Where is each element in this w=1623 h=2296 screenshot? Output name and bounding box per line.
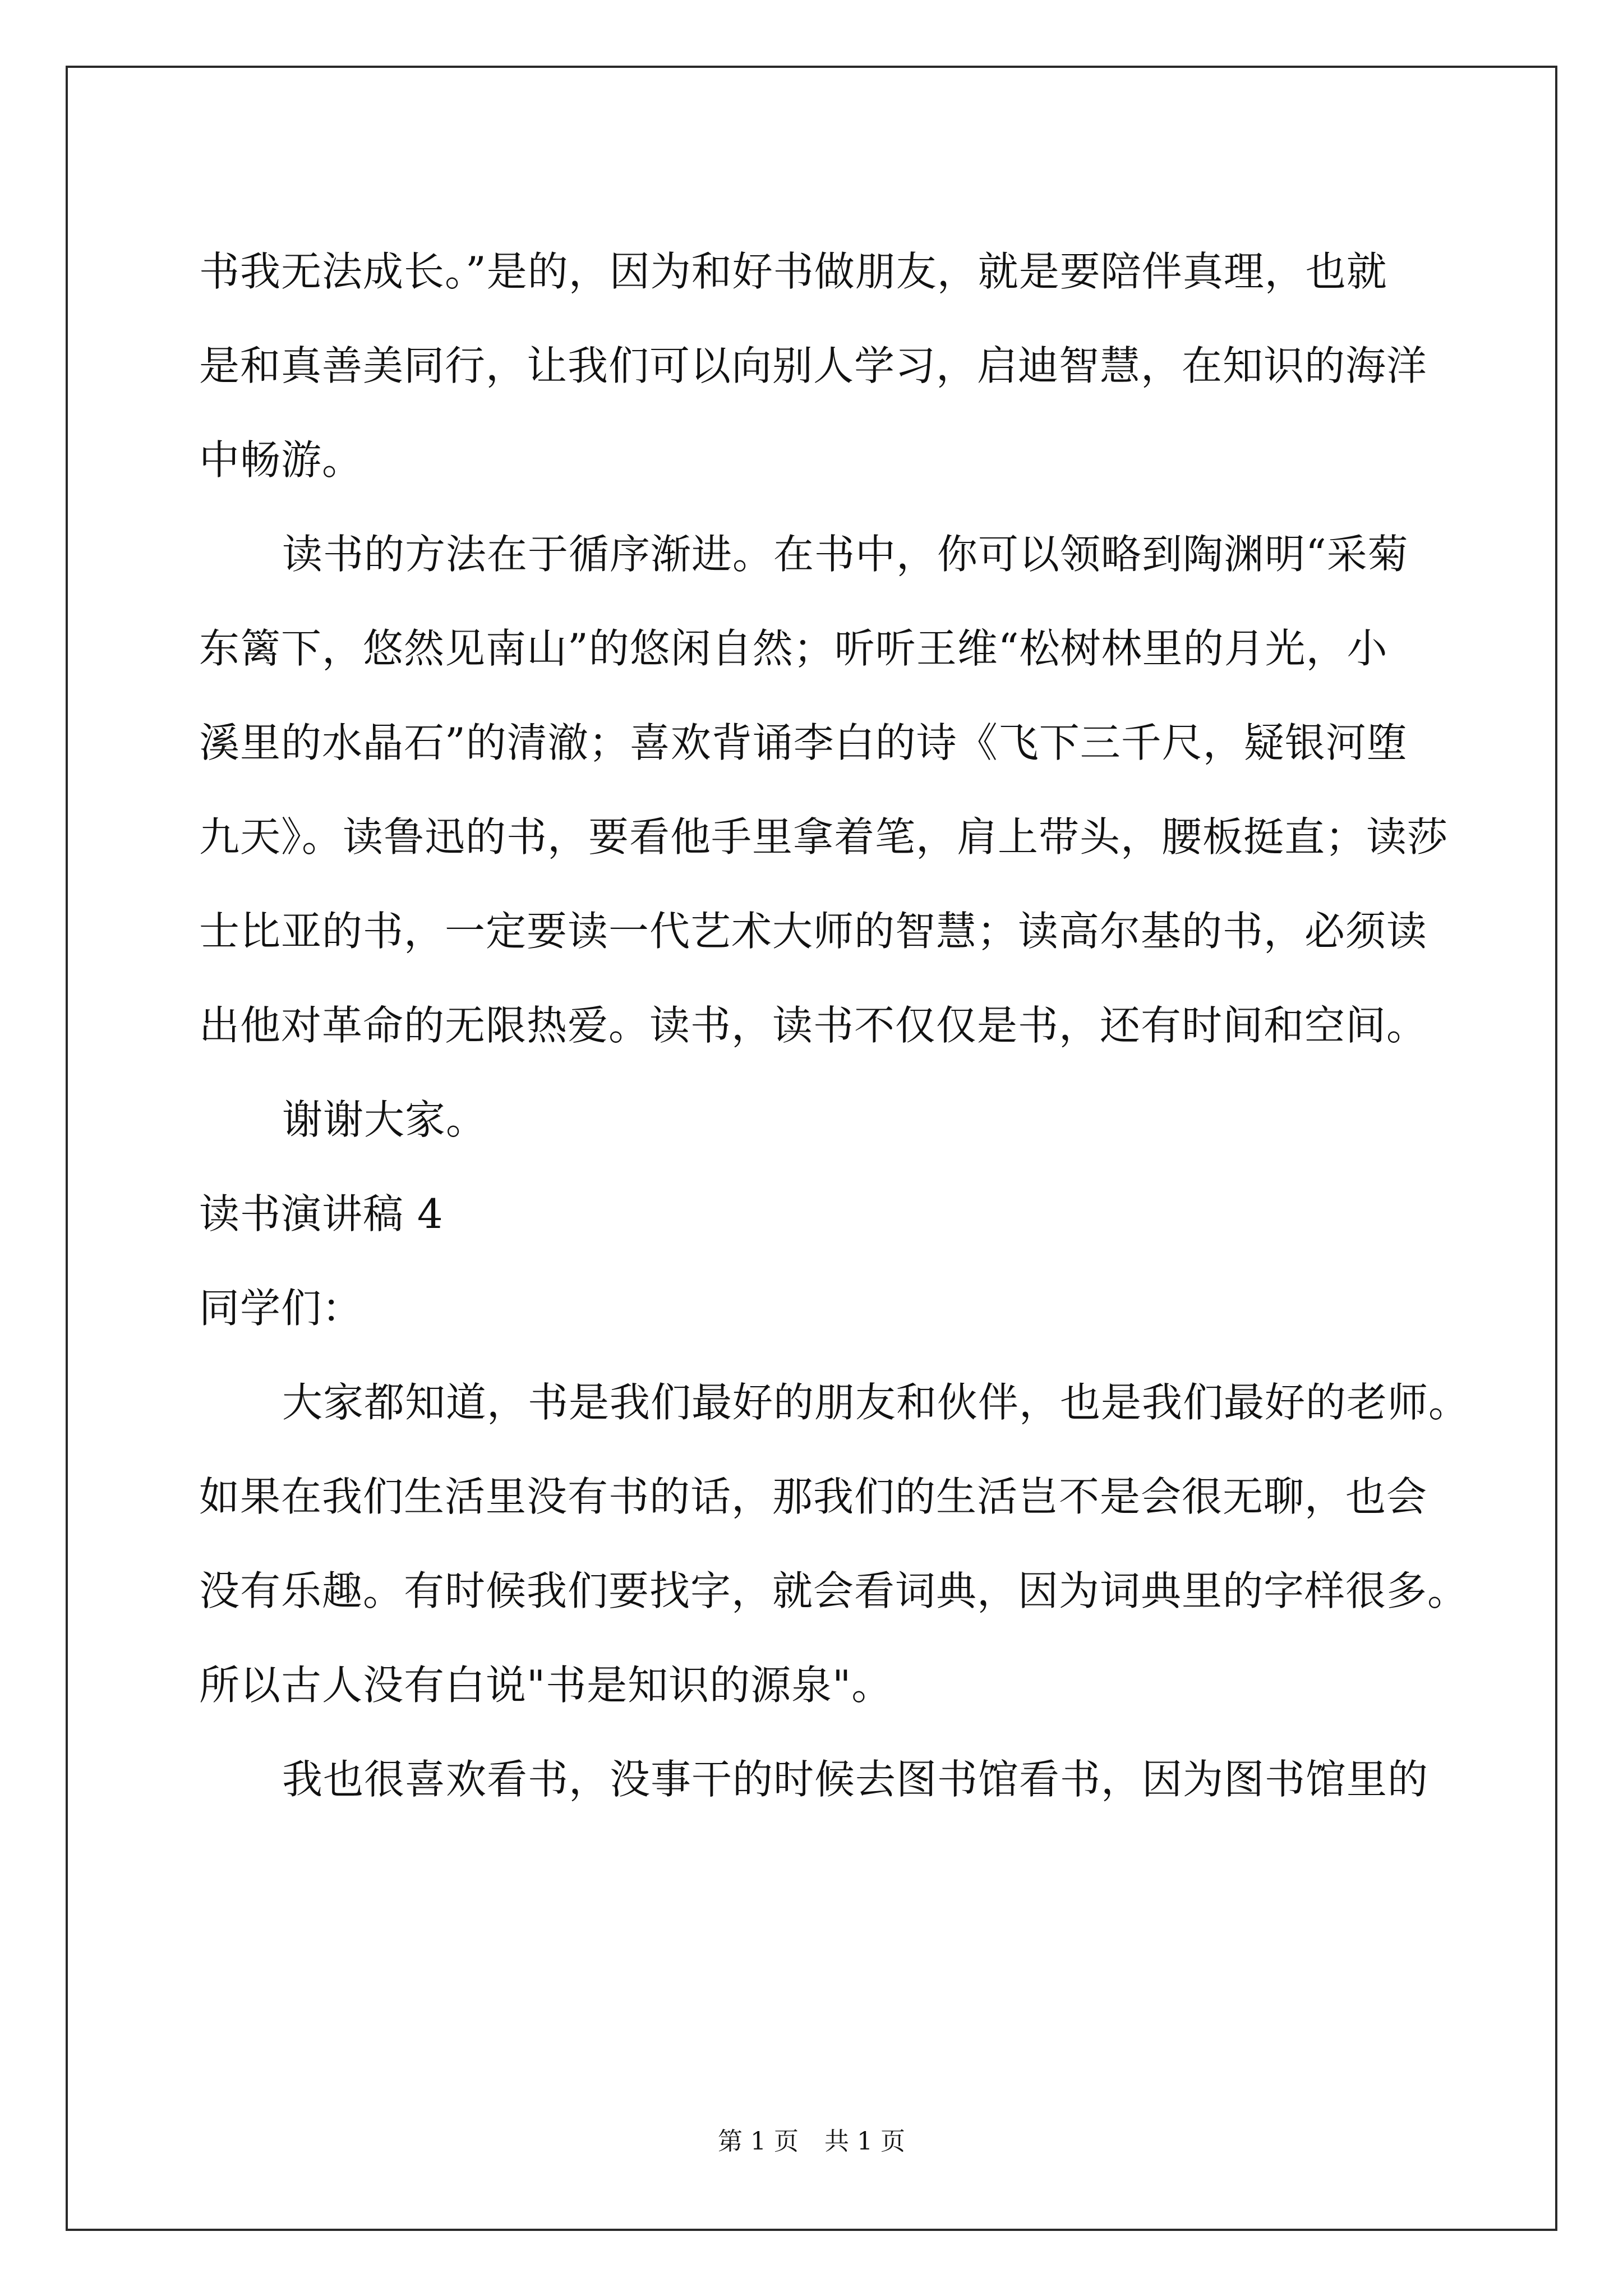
document-body: [199, 224, 1470, 1826]
text-line-13: 大家都知道，书是我们最好的朋友和伙伴，也是我们最好的老师。: [282, 1379, 1470, 1426]
closing-line: 谢谢大家。: [282, 1096, 487, 1143]
text-line-6: 溪里的水晶石”的清澈；喜欢背诵李白的诗《飞下三千尺，疑银河堕: [199, 719, 1408, 766]
text-line-5: 东篱下，悠然见南山”的悠闲自然；听听王维“松树林里的月光，小: [199, 625, 1388, 672]
text-line-7: 九天》。读鲁迅的书，要看他手里拿着笔，肩上带头，腰板挺直；读莎: [199, 813, 1449, 861]
page-total: 共 1 页: [824, 2127, 905, 2156]
page-number: 第 1 页: [718, 2127, 799, 2156]
text-line-1: 书我无法成长。”是的，因为和好书做朋友，就是要陪伴真理，也就: [199, 248, 1387, 295]
text-line-14: 如果在我们生活里没有书的话，那我们的生活岂不是会很无聊，也会: [199, 1473, 1428, 1520]
page-footer: [0, 2125, 1623, 2159]
section-heading: 读书演讲稿 4: [199, 1190, 444, 1237]
text-line-8: 士比亚的书，一定要读一代艺术大师的智慧；读高尔基的书，必须读: [199, 908, 1428, 955]
text-line-17: 我也很喜欢看书，没事干的时候去图书馆看书，因为图书馆里的: [282, 1756, 1429, 1803]
text-line-9: 出他对革命的无限热爱。读书，读书不仅仅是书，还有时间和空间。: [199, 1002, 1428, 1049]
text-line-4: 读书的方法在于循序渐进。在书中，你可以领略到陶渊明“采菊: [282, 531, 1409, 578]
salutation: 同学们：: [199, 1285, 363, 1332]
text-line-15: 没有乐趣。有时候我们要找字，就会看词典，因为词典里的字样很多。: [199, 1567, 1469, 1614]
text-line-3: 中畅游。: [199, 436, 363, 484]
text-line-2: 是和真善美同行，让我们可以向别人学习，启迪智慧，在知识的海洋: [199, 342, 1428, 389]
text-line-16: 所以古人没有白说"书是知识的源泉"。: [199, 1662, 893, 1709]
